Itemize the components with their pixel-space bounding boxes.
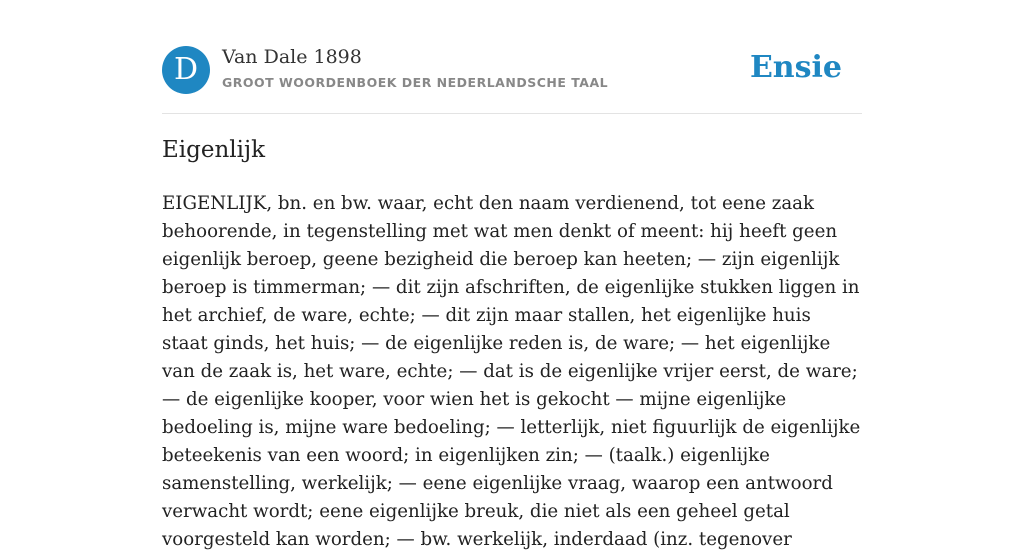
- header: [162, 46, 862, 96]
- brand-logo[interactable]: Ensie: [749, 50, 842, 85]
- source-logo-letter: D: [173, 52, 199, 87]
- source-title[interactable]: Van Dale 1898: [222, 46, 362, 68]
- source-logo[interactable]: [162, 46, 210, 94]
- entry-body: EIGENLIJK, bn. en bw. waar, echt den naam verdienend, tot eene zaak behoorende, in tegenstelling met wat men denkt of meent: hij heeft geen eigenlijk beroep, geene bezigheid die beroep kan heeten; — zijn eigenlijk beroep is timmerman; — dit zijn afschriften, de eigenlijke stukken liggen in het archief, de ware, echte; — dit zijn maar stallen, het eigenlijke huis staat ginds, het huis; — de eigenlijke reden is, de ware; — het eigenlijke van de zaak is, het ware, echte; — dat is de eigenlijke vrijer eerst, de ware; — de eigenlijke kooper, voor wien het is gekocht — mijne eigenlijke bedoeling is, mijne ware bedoeling; — letterlijk, niet figuurlijk de eigenlijke beteekenis van een woord; in eigenlijken zin; — (taalk.) eigenlijke samenstelling, werkelijk; — eene eigenlijke vraag, waarop een antwoord verwacht wordt; eene eigenlijke breuk, die niet als een geheel getal voorgesteld kan worden; — bw. werkelijk, inderdaad (inz. tegenover: [162, 193, 861, 550]
- header-divider: [162, 113, 862, 114]
- entry-title: Eigenlijk: [162, 137, 266, 163]
- source-subtitle: GROOT WOORDENBOEK DER NEDERLANDSCHE TAAL: [222, 75, 609, 90]
